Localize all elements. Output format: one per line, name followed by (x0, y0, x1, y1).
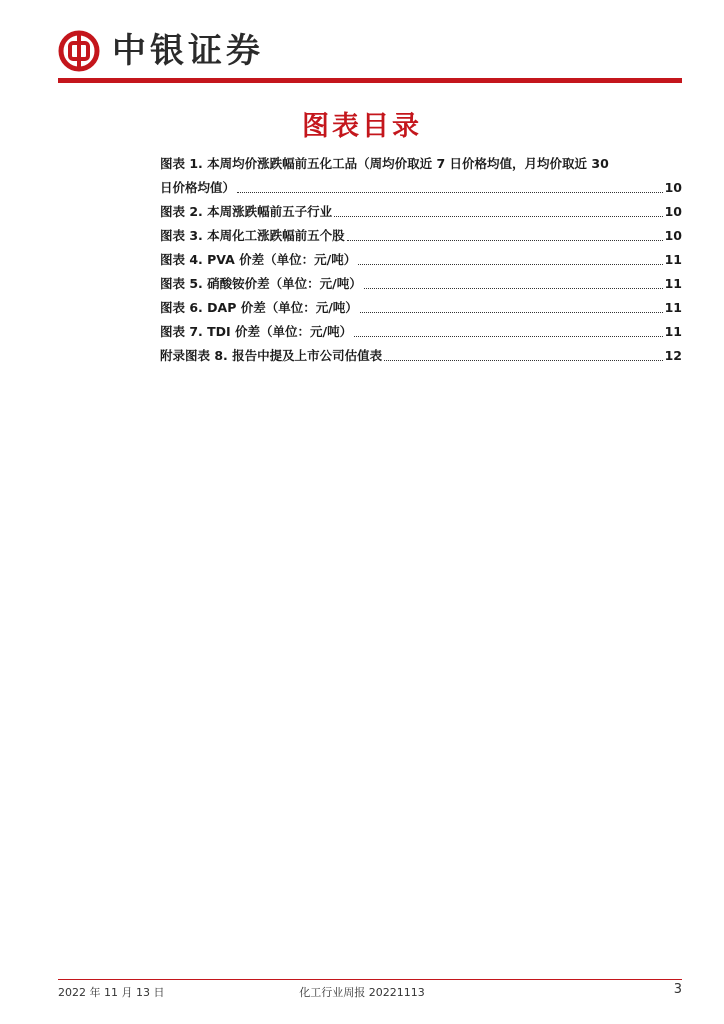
footer-divider (58, 979, 682, 980)
toc-item[interactable] (160, 200, 682, 224)
toc-item[interactable] (160, 248, 682, 272)
toc-item-page: 12 (664, 348, 682, 363)
toc-item-label: 附录图表 8. 报告中提及上市公司估值表 (160, 348, 383, 363)
toc-item[interactable] (160, 296, 682, 320)
footer-report-title: 化工行业周报 20221113 (299, 986, 425, 999)
toc-item-page: 10 (664, 180, 682, 195)
toc-item-page: 11 (664, 252, 682, 267)
toc-item-page: 10 (664, 204, 682, 219)
toc-item[interactable] (160, 152, 682, 176)
toc-item[interactable] (160, 272, 682, 296)
toc-item-page: 11 (664, 276, 682, 291)
table-of-figures (160, 152, 682, 368)
toc-item-label: 图表 6. DAP 价差（单位：元/吨） (160, 300, 358, 315)
dot-leader (354, 335, 662, 337)
dot-leader (360, 311, 663, 313)
footer-page-number: 3 (673, 982, 682, 997)
dot-leader (364, 287, 663, 289)
toc-item-page: 11 (664, 300, 682, 315)
toc-item[interactable] (160, 320, 682, 344)
toc-title: 图表目录 (302, 111, 422, 142)
toc-item-label: 图表 4. PVA 价差（单位：元/吨） (160, 252, 357, 267)
bank-of-china-logo-icon (58, 30, 100, 72)
dot-leader (384, 359, 662, 361)
toc-item[interactable] (160, 344, 682, 368)
dot-leader (358, 263, 662, 265)
dot-leader (334, 215, 662, 217)
dot-leader (237, 191, 663, 193)
toc-item-continuation[interactable] (160, 176, 682, 200)
toc-item-label: 图表 2. 本周涨跌幅前五子行业 (160, 204, 333, 219)
toc-item-page: 11 (664, 324, 682, 339)
toc-item-label: 图表 7. TDI 价差（单位：元/吨） (160, 324, 353, 339)
toc-item-label: 日价格均值） (160, 180, 236, 195)
brand-name: 中银证券 (112, 31, 264, 71)
footer-date: 2022 年 11 月 13 日 (58, 986, 165, 999)
dot-leader (347, 239, 663, 241)
toc-item-label: 图表 1. 本周均价涨跌幅前五化工品（周均价取近 7 日价格均值，月均价取近 30 (160, 156, 609, 171)
toc-item[interactable] (160, 224, 682, 248)
toc-item-label: 图表 3. 本周化工涨跌幅前五个股 (160, 228, 345, 243)
toc-item-page: 10 (664, 228, 682, 243)
toc-item-label: 图表 5. 硝酸铵价差（单位：元/吨） (160, 276, 362, 291)
header-divider (58, 78, 682, 83)
